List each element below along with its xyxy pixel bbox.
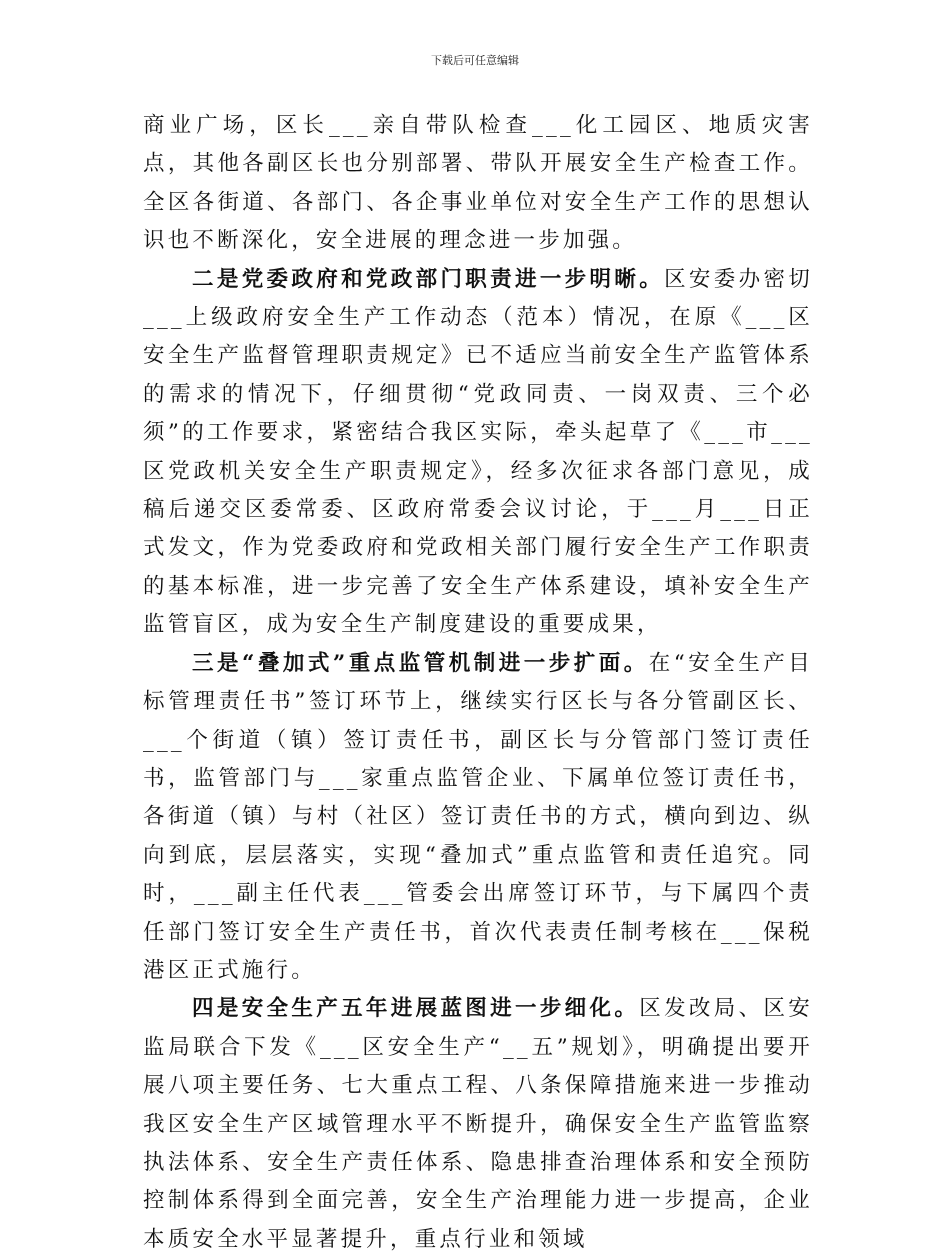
paragraph-text: 区安委办密切___上级政府安全生产工作动态（范本）情况，在原《___区安全生产监督管理职责规定》已不适应当前安全生产监管体系的需求的情况下，仔细贯彻“党政同责、一岗双责、三个必须”的工作要求，紧密结合我区实际，牵头起草了《___市___区党政机关安全生产职责规定》，经多次征求各部门意见，成稿后递交区委常委、区政府常委会议讨论，于___月___日正式发文，作为党委政府和党政相关部门履行安全生产工作职责的基本标准，进一步完善了安全生产体系建设，填补安全生产监管盲区，成为安全生产制度建设的重要成果， [143, 266, 813, 638]
paragraph-five-year-blueprint [143, 990, 813, 1259]
paragraph-continued [143, 107, 813, 261]
document-body [143, 107, 813, 1259]
paragraph-party-duties [143, 261, 813, 645]
page-header-caption: 下载后可任意编辑 [431, 54, 519, 67]
paragraph-lead-heading: 三是“叠加式”重点监管机制进一步扩面。 [192, 650, 649, 676]
paragraph-supervision-mechanism [143, 645, 813, 991]
paragraph-text: 在“安全生产目标管理责任书”签订环节上，继续实行区长与各分管副区长、___个街道（镇）签订责任书，副区长与分管部门签订责任书，监管部门与___家重点监管企业、下属单位签订责任书，各街道（镇）与村（社区）签订责任书的方式，横向到边、纵向到底，层层落实，实现“叠加式”重点监管和责任追究。同时，___副主任代表___管委会出席签订环节，与下属四个责任部门签订安全生产责任书，首次代表责任制考核在___保税港区正式施行。 [143, 650, 813, 983]
paragraph-lead-heading: 二是党委政府和党政部门职责进一步明晰。 [192, 266, 665, 292]
paragraph-text: 商业广场，区长___亲自带队检查___化工园区、地质灾害点，其他各副区长也分别部署、带队开展安全生产检查工作。全区各街道、各部门、各企事业单位对安全生产工作的思想认识也不断深化，安全进展的理念进一步加强。 [143, 113, 813, 254]
paragraph-text: 区发改局、区安监局联合下发《___区安全生产“__五”规划》，明确提出要开展八项主要任务、七大重点工程、八条保障措施来进一步推动我区安全生产区域管理水平不断提升，确保安全生产监管监察执法体系、安全生产责任体系、隐患排查治理体系和安全预防控制体系得到全面完善，安全生产治理能力进一步提高，企业本质安全水平显著提升，重点行业和领域 [143, 996, 813, 1252]
paragraph-lead-heading: 四是安全生产五年进展蓝图进一步细化。 [192, 996, 640, 1022]
